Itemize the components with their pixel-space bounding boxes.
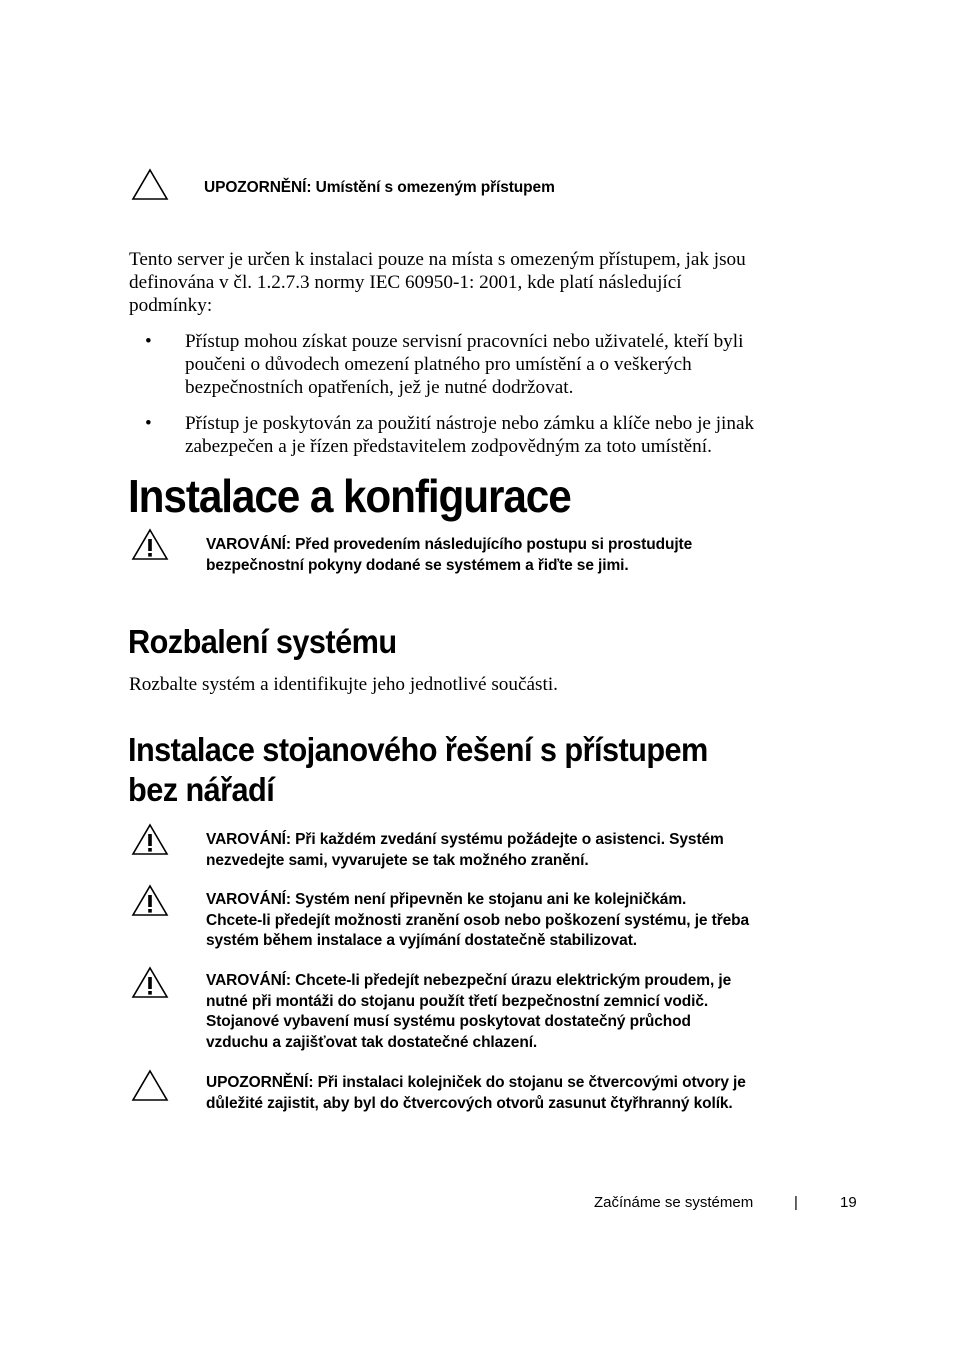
bullet-symbol: • [145, 413, 152, 434]
warning-text: Chcete-li předejít možnosti zranění osob nebo poškození systému, je třeba [206, 911, 750, 929]
warning-label: VAROVÁNÍ: [206, 536, 291, 553]
warning-text: Před provedením následujícího postupu si prostudujte [290, 536, 693, 553]
warning-text: Stojanové vybavení musí systému poskytovat dostatečný průchod [206, 1013, 691, 1030]
bullet-line: bezpečnostních opatřeních, jež je nutné dodržovat. [185, 377, 574, 399]
bullet-item [185, 412, 754, 458]
warning-label: VAROVÁNÍ: [206, 831, 291, 848]
bullet-item [185, 330, 743, 400]
warning-text: nutné při montáži do stojanu použít třetí bezpečnostní zemnicí vodič. [206, 992, 709, 1010]
warning-exclamation-triangle-icon [131, 884, 169, 918]
warning-exclamation-triangle-icon [131, 966, 169, 1000]
intro-line: definována v čl. 1.2.7.3 normy IEC 60950-1: 2001, kde platí následující [129, 272, 682, 294]
caution-text: Při instalaci kolejniček do stojanu se čtvercovými otvory je [313, 1074, 746, 1091]
unpacking-text: Rozbalte systém a identifikujte jeho jednotlivé součásti. [129, 674, 558, 695]
chapter-title: Instalace a konfigurace [128, 470, 571, 522]
warning-text: bezpečnostní pokyny dodané se systémem a řiďte se jimi. [206, 556, 629, 574]
warning-text: nezvedejte sami, vyvarujete se tak možného zranění. [206, 851, 589, 869]
warning-exclamation-triangle-icon [131, 528, 169, 562]
caution-triangle-icon [131, 168, 169, 202]
section-title-line: Instalace stojanového řešení s přístupem [128, 731, 708, 768]
caution-label: UPOZORNĚNÍ: [206, 1074, 314, 1091]
caution-text: důležité zajistit, aby byl do čtvercových otvorů zasunut čtyřhranný kolík. [206, 1094, 733, 1112]
section-title-line: Rozbalení systému [128, 623, 397, 660]
section-title-line: bez nářadí [128, 771, 275, 808]
bullet-line: poučeni o důvodech omezení platného pro umístění a o veškerých [185, 354, 692, 376]
warning-text: Chcete-li předejít nebezpeční úrazu elektrickým proudem, je [290, 972, 732, 989]
warning-text: vzduchu a zajišťovat tak dostatečné chlazení. [206, 1033, 538, 1051]
warning-exclamation-triangle-icon [131, 823, 169, 857]
caution-label: UPOZORNĚNÍ: [204, 179, 312, 196]
section-title-unpacking [128, 622, 397, 662]
intro-line: podmínky: [129, 295, 213, 317]
footer-section-name: Začínáme se systémem [594, 1194, 754, 1211]
intro-line: Tento server je určen k instalaci pouze na místa s omezeným přístupem, jak jsou [129, 249, 746, 270]
warning-label: VAROVÁNÍ: [206, 891, 291, 908]
caution-text: Umístění s omezeným přístupem [311, 179, 555, 196]
bullet-symbol: • [145, 331, 152, 352]
bullet-line: Přístup mohou získat pouze servisní pracovníci nebo uživatelé, kteří byli [185, 331, 744, 352]
warning-text: Při každém zvedání systému požádejte o asistenci. Systém [290, 831, 724, 848]
bullet-line: Přístup je poskytován za použití nástroje nebo zámku a klíče nebo je jinak [185, 413, 755, 434]
warning-text: Systém není připevněn ke stojanu ani ke kolejničkám. [290, 891, 687, 908]
footer-separator: | [794, 1194, 798, 1211]
section-title-rack-installation [128, 730, 708, 810]
warning-label: VAROVÁNÍ: [206, 972, 291, 989]
caution-triangle-icon [131, 1069, 169, 1103]
bullet-line: zabezpečen a je řízen představitelem zodpovědným za toto umístění. [185, 436, 712, 458]
intro-paragraph [129, 248, 746, 318]
footer-page-number: 19 [840, 1194, 857, 1211]
warning-text: systém během instalace a vyjímání dostatečně stabilizovat. [206, 932, 637, 949]
unpacking-paragraph [129, 673, 558, 696]
